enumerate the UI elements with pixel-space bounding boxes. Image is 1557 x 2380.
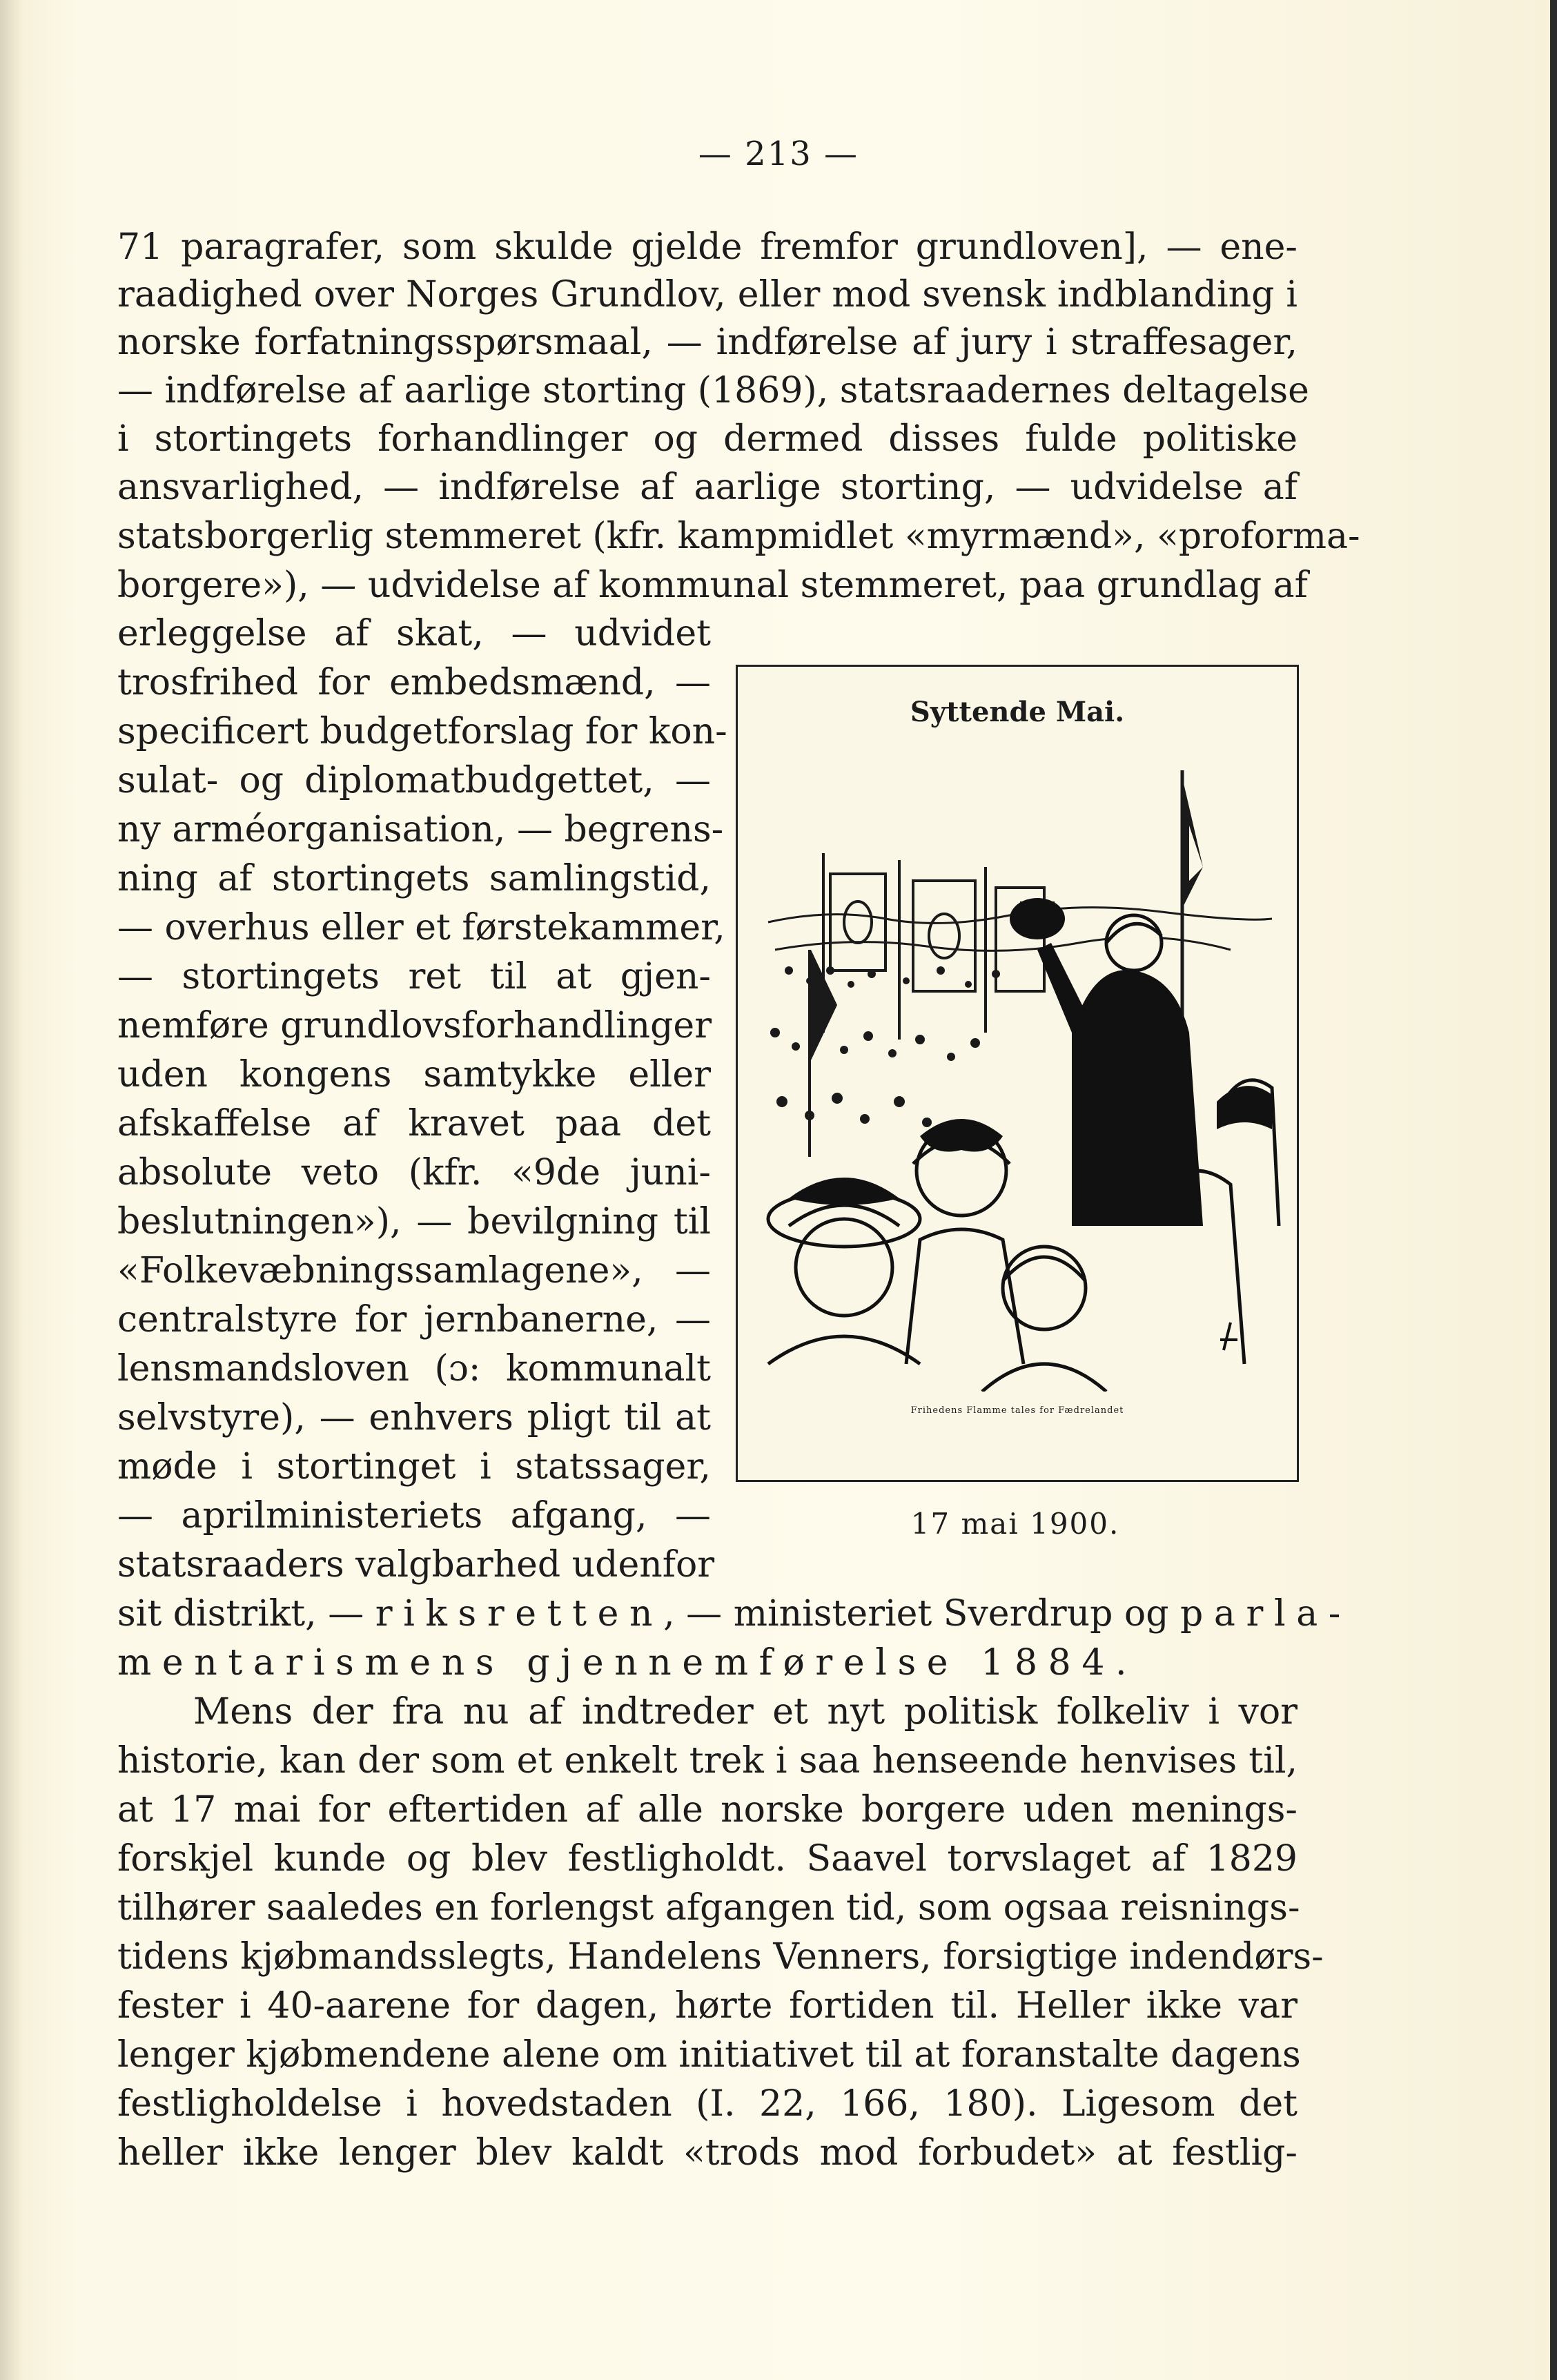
text-line: festligholdelse i hovedstaden (I. 22, 166, 180). Ligesom det bbox=[117, 2083, 1298, 2125]
text-line: afskaffelse af kravet paa det bbox=[117, 1103, 711, 1144]
text-line bbox=[117, 1591, 1351, 1637]
paragraph-start: Mens der fra nu af indtreder et nyt politisk folkeliv i vor bbox=[193, 1691, 1298, 1733]
text-line: ny arméorganisation, — begrens- bbox=[117, 809, 724, 850]
illustration-date: 17 mai 1900. bbox=[910, 1507, 1120, 1541]
text-line: tilhører saaledes en forlengst afgangen tid, som ogsaa reisnings- bbox=[117, 1887, 1300, 1929]
text-line: «Folkevæbningssamlagene», — bbox=[117, 1250, 711, 1291]
page-number: — 213 — bbox=[698, 135, 859, 173]
emphasized-word: parla- bbox=[1180, 1593, 1351, 1635]
text-line: forskjel kunde og blev festligholdt. Saavel torvslaget af 1829 bbox=[117, 1838, 1298, 1880]
text-line: historie, kan der som et enkelt trek i saa henseende henvises til, bbox=[117, 1740, 1298, 1782]
text-line: møde i stortinget i statssager, bbox=[117, 1446, 711, 1488]
text-line: nemføre grundlovsforhandlinger bbox=[117, 1005, 712, 1046]
page-edge bbox=[1550, 0, 1557, 2380]
text-line: trosfrihed for embedsmænd, — bbox=[117, 662, 711, 703]
text-line: norske forfatningsspørsmaal, — indførelse af jury i straffesager, bbox=[117, 322, 1298, 363]
illustration-frame bbox=[736, 665, 1299, 1482]
emphasized-word: riksretten bbox=[375, 1593, 664, 1635]
text-line: 71 paragrafer, som skulde gjelde fremfor grundloven], — ene- bbox=[117, 226, 1298, 268]
text-line: — stortingets ret til at gjen- bbox=[117, 956, 711, 997]
illustration-title: Syttende Mai. bbox=[910, 696, 1125, 728]
text-span: . bbox=[1115, 1642, 1127, 1684]
text-line: beslutningen»), — bevilgning til bbox=[117, 1201, 711, 1242]
text-line: ning af stortingets samlingstid, bbox=[117, 858, 711, 899]
illustration-caption: Frihedens Flamme tales for Fædrelandet bbox=[910, 1405, 1124, 1416]
text-line: selvstyre), — enhvers pligt til at bbox=[117, 1397, 711, 1438]
text-line: — overhus eller et førstekammer, bbox=[117, 907, 725, 948]
text-line: lenger kjøbmendene alene om initiativet til at foranstalte dagens bbox=[117, 2034, 1301, 2076]
text-line bbox=[117, 1640, 1298, 1686]
text-span: , — ministeriet Sverdrup og bbox=[663, 1593, 1181, 1635]
text-line: lensmandsloven (ɔ: kommunalt bbox=[117, 1348, 711, 1389]
text-line: statsborgerlig stemmeret (kfr. kampmidlet «myrmænd», «proforma- bbox=[117, 516, 1360, 557]
text-line: at 17 mai for eftertiden af alle norske borgere uden menings- bbox=[117, 1789, 1298, 1831]
text-line: tidens kjøbmandsslegts, Handelens Venners, forsigtige indendørs- bbox=[117, 1936, 1324, 1978]
text-line: ansvarlighed, — indførelse af aarlige storting, — udvidelse af bbox=[117, 467, 1298, 508]
text-line: — aprilministeriets afgang, — bbox=[117, 1495, 711, 1537]
text-span: sit distrikt, — bbox=[117, 1593, 375, 1635]
emphasized-phrase: mentarismens gjennemførelse 1884 bbox=[117, 1642, 1116, 1684]
text-line: sulat- og diplomatbudgettet, — bbox=[117, 760, 711, 801]
text-line: borgere»), — udvidelse af kommunal stemmeret, paa grundlag af bbox=[117, 565, 1308, 606]
text-line: specificert budgetforslag for kon- bbox=[117, 711, 727, 752]
text-line: erleggelse af skat, — udvidet bbox=[117, 613, 711, 654]
text-line: heller ikke lenger blev kaldt «trods mod forbudet» at festlig- bbox=[117, 2132, 1298, 2174]
text-line: fester i 40-aarene for dagen, hørte fortiden til. Heller ikke var bbox=[117, 1985, 1298, 2027]
text-line: — indførelse af aarlige storting (1869), statsraadernes deltagelse bbox=[117, 370, 1309, 411]
text-line: i stortingets forhandlinger og dermed disses fulde politiske bbox=[117, 418, 1298, 460]
page-spine-shadow bbox=[0, 0, 21, 2380]
text-line: statsraaders valgbarhed udenfor bbox=[117, 1544, 715, 1586]
text-line: centralstyre for jernbanerne, — bbox=[117, 1299, 711, 1340]
illustration-drawing bbox=[747, 743, 1286, 1392]
text-line: absolute veto (kfr. «9de juni- bbox=[117, 1152, 711, 1193]
text-line: uden kongens samtykke eller bbox=[117, 1054, 711, 1095]
text-line: raadighed over Norges Grundlov, eller mod svensk indblanding i bbox=[117, 274, 1298, 315]
